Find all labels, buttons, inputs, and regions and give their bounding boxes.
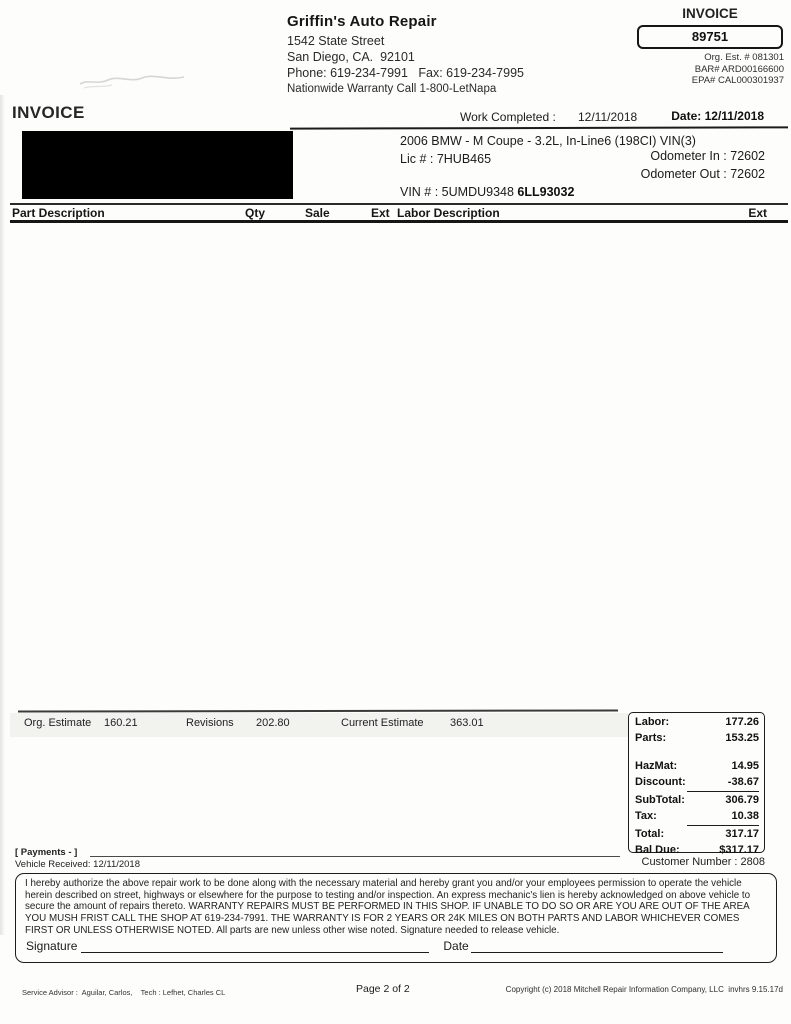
subtotal-value: 306.79	[725, 794, 759, 806]
totals-row-tax	[635, 809, 759, 825]
current-estimate-label: Current Estimate	[341, 717, 424, 729]
vehicle-description: 2006 BMW - M Coupe - 3.2L, In-Line6 (198CI) VIN(3)	[400, 134, 696, 148]
bar-number: BAR# ARD00166600	[694, 63, 784, 75]
col-header-qty: Qty	[245, 206, 266, 220]
col-header-labor-description: Labor Description	[397, 206, 500, 220]
totals-separator-2	[687, 825, 759, 826]
col-header-part-description: Part Description	[12, 206, 105, 220]
totals-spacer	[635, 746, 759, 759]
invoice-number-box	[637, 25, 783, 49]
service-advisor-tech: Service Advisor : Aguilar, Carlos, Tech : Lefhet, Charles CL	[22, 988, 226, 997]
labor-value: 177.26	[725, 716, 759, 728]
date-label: Date	[443, 939, 469, 953]
totals-row-labor	[635, 715, 759, 731]
totals-row-total	[635, 827, 759, 843]
shop-address-line1: 1542 State Street	[287, 34, 385, 48]
tax-value: 10.38	[731, 809, 759, 822]
page-title: INVOICE	[12, 103, 85, 122]
discount-value: -38.67	[727, 775, 759, 788]
shop-phone-fax: Phone: 619-234-7991 Fax: 619-234-7995	[287, 66, 524, 80]
table-header-bottom-rule	[10, 220, 788, 223]
authorization-text: I hereby authorize the above repair work to be done along with the necessary material and hereby grant you and/or your employees permission to operate the vehicle herein described on street, highways or elsewhere for the purpose to testing and/or inspection. An express mechanic's lien is hereby acknowledged on above vehicle to secure the amount of repairs thereto. WARRANTY REPAIRS MUST BE PERFORMED IN THIS SHOP. IF UNABLE TO DO SO OR ARE YOU ARE OUT OF THE AREA YOU MUSH FRIST CALL THE SHOP AT 619-234-7991. THE WARRANTY IS FOR 2 YEARS OR 24K MILES ON BOTH PARTS AND LABOR WHICHEVER COMES FIRST OR UNLESS OTHERWISE NOTED. All parts are new unless other wise noted. Signature needed to release vehicle.	[25, 878, 751, 936]
invoice-date: Date: 12/11/2018	[671, 109, 764, 123]
revisions-value: 202.80	[256, 717, 290, 729]
revisions-label: Revisions	[186, 717, 234, 729]
labor-label: Labor:	[635, 716, 670, 728]
bal-due-value: $317.17	[719, 843, 759, 856]
org-estimate-value: 160.21	[104, 717, 138, 729]
parts-value: 153.25	[725, 731, 759, 744]
pencil-smudge	[72, 68, 202, 94]
tax-label: Tax:	[635, 809, 657, 822]
hazmat-value: 14.95	[731, 760, 759, 772]
shop-warranty-line: Nationwide Warranty Call 1-800-LetNapa	[287, 83, 497, 95]
estimates-rule	[18, 709, 618, 712]
work-completed-label: Work Completed :	[460, 110, 556, 124]
redacted-customer-block	[22, 131, 293, 199]
date-line	[471, 939, 723, 953]
signature-line	[81, 939, 429, 953]
scan-edge-artifact	[0, 95, 5, 935]
org-estimate-label: Org. Estimate	[24, 717, 92, 729]
vehicle-received-date: Vehicle Received: 12/11/2018	[15, 859, 140, 870]
parts-label: Parts:	[635, 731, 667, 744]
invoice-number: 89751	[691, 29, 729, 44]
vehicle-license: Lic # : 7HUB465	[400, 152, 492, 166]
customer-number: Customer Number : 2808	[641, 856, 765, 868]
totals-row-parts	[635, 731, 759, 747]
vin-bold-part: 6LL93032	[517, 185, 575, 199]
hazmat-label: HazMat:	[635, 760, 678, 772]
work-completed-date: 12/11/2018	[578, 110, 638, 124]
discount-label: Discount:	[635, 775, 686, 788]
totals-row-discount	[635, 775, 759, 791]
shop-header	[287, 13, 524, 97]
signature-row	[26, 939, 748, 953]
payments-rule	[90, 856, 620, 857]
invoice-box-label: INVOICE	[682, 6, 738, 21]
header-rule	[290, 126, 788, 129]
totals-separator	[687, 791, 759, 792]
page-number: Page 2 of 2	[356, 983, 410, 995]
subtotal-label: SubTotal:	[635, 794, 685, 806]
totals-box	[628, 712, 765, 856]
shop-name: Griffin's Auto Repair	[287, 13, 437, 30]
total-value: 317.17	[725, 828, 759, 840]
vehicle-vin	[400, 185, 574, 199]
signature-label: Signature	[26, 939, 78, 953]
copyright-line: Copyright (c) 2018 Mitchell Repair Information Company, LLC invhrs 9.15.17d	[505, 985, 783, 994]
col-header-ext-parts: Ext	[371, 206, 390, 220]
shop-address-line2: San Diego, CA. 92101	[287, 50, 415, 64]
table-top-rule	[10, 203, 788, 205]
total-label: Total:	[635, 828, 665, 840]
odometer-out: Odometer Out : 72602	[640, 167, 765, 181]
estimates-band	[10, 713, 628, 737]
vin-prefix: VIN # : 5UMDU9348	[400, 185, 518, 199]
col-header-sale: Sale	[305, 206, 330, 220]
current-estimate-value: 363.01	[450, 717, 484, 729]
authorization-box	[15, 873, 777, 963]
totals-row-hazmat	[635, 759, 759, 775]
bal-due-label: Bal Due:	[635, 843, 680, 856]
odometer-in: Odometer In : 72602	[650, 149, 765, 163]
col-header-ext-labor: Ext	[748, 206, 767, 220]
epa-number: EPA# CAL000301937	[691, 75, 784, 86]
payments-header: [ Payments - ]	[15, 847, 78, 858]
org-est-number: Org. Est. # 081301	[704, 52, 784, 63]
totals-row-subtotal	[635, 793, 759, 809]
